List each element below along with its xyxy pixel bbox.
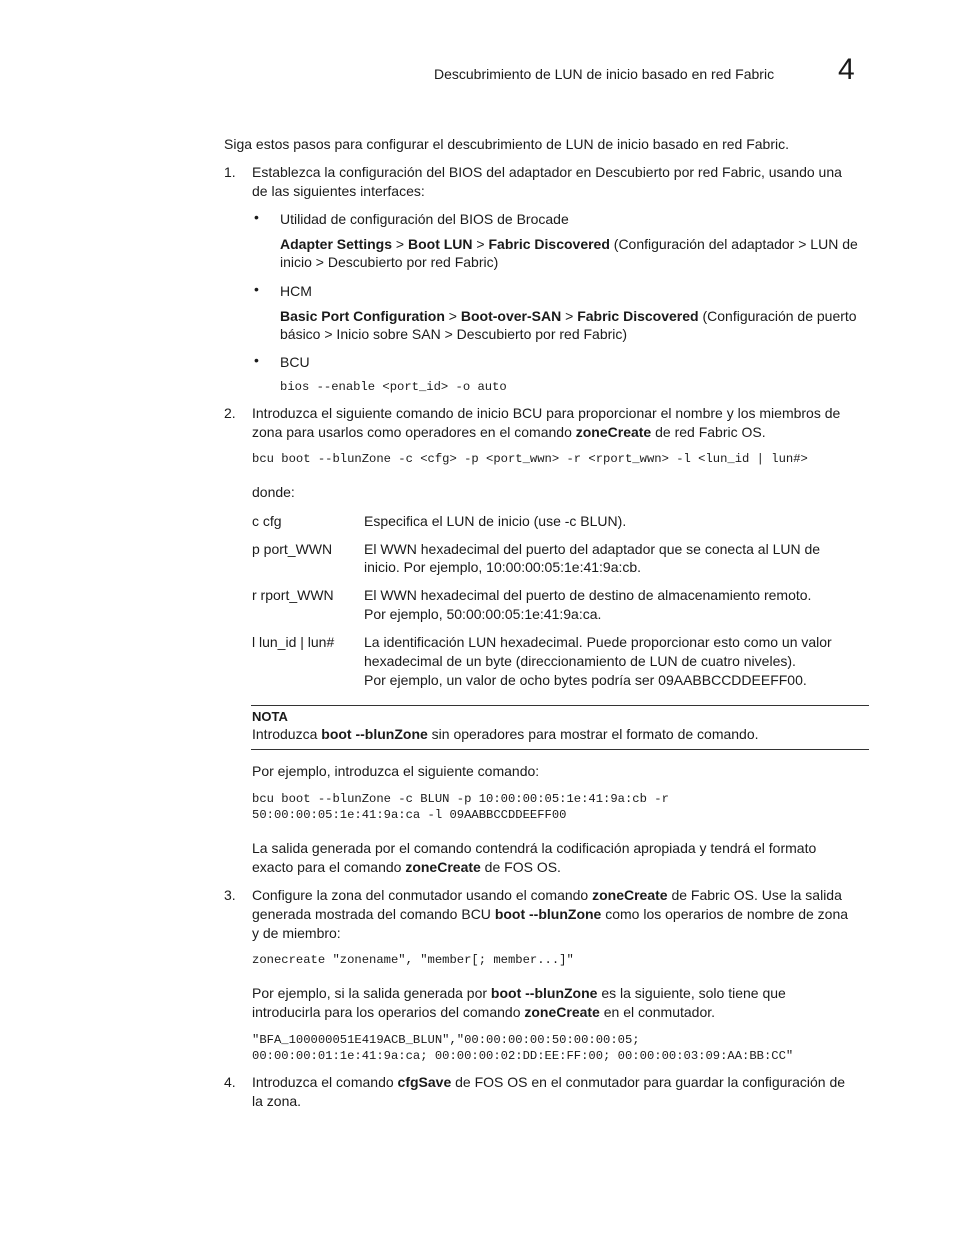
code-block: bcu boot --blunZone -c <cfg> -p <port_wwn> -r <rport_wwn> -l <lun_id | lun#>: [252, 452, 808, 466]
text: exacto para el comando: [252, 859, 406, 875]
code-block-line: "BFA_100000051E419ACB_BLUN","00:00:00:00:50:00:00:05;: [252, 1033, 640, 1047]
text: Introduzca el comando: [252, 1074, 398, 1090]
bullet-label: BCU: [280, 354, 310, 370]
separator: >: [392, 236, 408, 252]
step3-example-line2: [252, 1003, 715, 1022]
command-name: zoneCreate: [524, 1004, 600, 1020]
intro-paragraph: Siga estos pasos para configurar el descubrimiento de LUN de inicio basado en red Fabric.: [224, 136, 789, 152]
text: Configure la zona del conmutador usando el comando: [252, 887, 593, 903]
menu-path-item: Fabric Discovered: [488, 236, 610, 252]
step-number: 4.: [224, 1074, 236, 1090]
menu-path-translation: (Configuración del adaptador > LUN de: [609, 236, 858, 252]
step4-text-line1: [252, 1073, 845, 1092]
menu-path-item: Fabric Discovered: [577, 308, 699, 324]
param-term: p port_WWN: [252, 541, 333, 557]
menu-path: [280, 235, 858, 254]
menu-path-item: Boot LUN: [407, 236, 473, 252]
note-label: NOTA: [252, 709, 288, 724]
separator: >: [561, 308, 578, 324]
step1-text-line1: Establezca la configuración del BIOS del adaptador en Descubierto por red Fabric, usando una: [252, 164, 842, 180]
bullet-icon: •: [254, 281, 259, 297]
text: Por ejemplo, si la salida generada por: [252, 985, 491, 1001]
example-intro: Por ejemplo, introduzca el siguiente comando:: [252, 763, 540, 779]
text: de FOS OS en el conmutador para guardar la configuración de: [451, 1074, 846, 1090]
param-term: c cfg: [252, 513, 282, 529]
code-block-line: 50:00:00:05:1e:41:9a:ca -l 09AABBCCDDEEFF00: [252, 808, 567, 822]
command-name: boot --blunZone: [321, 726, 428, 742]
running-header-title: Descubrimiento de LUN de inicio basado en red Fabric: [434, 66, 775, 82]
separator: >: [472, 236, 489, 252]
step-number: 3.: [224, 887, 236, 903]
bullet-icon: •: [254, 209, 259, 225]
step3-text-line3: y de miembro:: [252, 925, 341, 941]
text: zona para usarlos como operadores en el comando: [252, 424, 576, 440]
menu-path-translation: (Configuración de puerto: [698, 308, 857, 324]
menu-path-item: Adapter Settings: [280, 236, 393, 252]
note-text: [252, 725, 759, 744]
bullet-label: HCM: [280, 283, 312, 299]
step-number: 2.: [224, 405, 236, 421]
note-bottom-rule: [251, 749, 869, 750]
param-desc: Por ejemplo, 50:00:00:05:1e:41:9a:ca.: [364, 606, 602, 622]
donde-label: donde:: [252, 484, 295, 500]
menu-path: [280, 307, 857, 326]
text: de FOS OS.: [480, 859, 561, 875]
bullet-icon: •: [254, 352, 259, 368]
text: de Fabric OS. Use la salida: [667, 887, 842, 903]
step4-text-line2: la zona.: [252, 1093, 302, 1109]
text: Introduzca: [252, 726, 322, 742]
param-desc: La identificación LUN hexadecimal. Puede proporcionar esto como un valor: [364, 634, 832, 650]
command-name: boot --blunZone: [490, 985, 598, 1001]
text: es la siguiente, solo tiene que: [597, 985, 786, 1001]
step3-text-line2: [252, 905, 848, 924]
menu-path-translation: básico > Inicio sobre SAN > Descubierto por red Fabric): [280, 326, 628, 342]
param-desc: Especifica el LUN de inicio (use -c BLUN).: [364, 513, 627, 529]
bullet-label: Utilidad de configuración del BIOS de Brocade: [280, 211, 569, 227]
code-block-line: bcu boot --blunZone -c BLUN -p 10:00:00:05:1e:41:9a:cb -r: [252, 792, 669, 806]
param-desc: inicio. Por ejemplo, 10:00:00:05:1e:41:9a:cb.: [364, 559, 642, 575]
separator: >: [444, 308, 461, 324]
step-number: 1.: [224, 164, 236, 180]
command-name: boot --blunZone: [494, 906, 602, 922]
code-block-line: 00:00:00:01:1e:41:9a:ca; 00:00:00:02:DD:EE:FF:00; 00:00:00:03:09:AA:BB:CC": [252, 1049, 794, 1063]
command-name: zoneCreate: [405, 859, 481, 875]
step3-example-line1: [252, 984, 786, 1003]
param-desc: hexadecimal de un byte (direccionamiento de LUN de cuatro niveles).: [364, 653, 796, 669]
param-term: l lun_id | lun#: [252, 634, 335, 650]
command-name: zoneCreate: [575, 424, 652, 440]
step3-text-line1: [252, 886, 842, 905]
text: en el conmutador.: [599, 1004, 716, 1020]
command-name: cfgSave: [397, 1074, 452, 1090]
menu-path-item: Boot-over-SAN: [460, 308, 562, 324]
text: generada mostrada del comando BCU: [252, 906, 495, 922]
command-name: zoneCreate: [592, 887, 668, 903]
step1-text-line2: de las siguientes interfaces:: [252, 183, 425, 199]
step2-text-line2: [252, 423, 766, 442]
param-desc: El WWN hexadecimal del puerto del adaptador que se conecta al LUN de: [364, 541, 821, 557]
output-paragraph-line2: [252, 858, 561, 877]
menu-path-translation: inicio > Descubierto por red Fabric): [280, 254, 499, 270]
text: como los operarios de nombre de zona: [601, 906, 849, 922]
chapter-number: 4: [838, 53, 855, 86]
param-desc: Por ejemplo, un valor de ocho bytes podría ser 09AABBCCDDEEFF00.: [364, 672, 807, 688]
param-desc: El WWN hexadecimal del puerto de destino de almacenamiento remoto.: [364, 587, 812, 603]
text: de red Fabric OS.: [651, 424, 766, 440]
output-paragraph-line1: La salida generada por el comando contendrá la codificación apropiada y tendrá el formato: [252, 840, 817, 856]
menu-path-item: Basic Port Configuration: [280, 308, 445, 324]
code-block: bios --enable <port_id> -o auto: [280, 380, 507, 394]
param-term: r rport_WWN: [252, 587, 334, 603]
code-block: zonecreate "zonename", "member[; member...]": [252, 953, 574, 967]
text: introducirla para los operarios del comando: [252, 1004, 525, 1020]
step2-text-line1: Introduzca el siguiente comando de inicio BCU para proporcionar el nombre y los miembros de: [252, 405, 841, 421]
note-top-rule: [251, 705, 869, 706]
text: sin operadores para mostrar el formato de comando.: [427, 726, 759, 742]
